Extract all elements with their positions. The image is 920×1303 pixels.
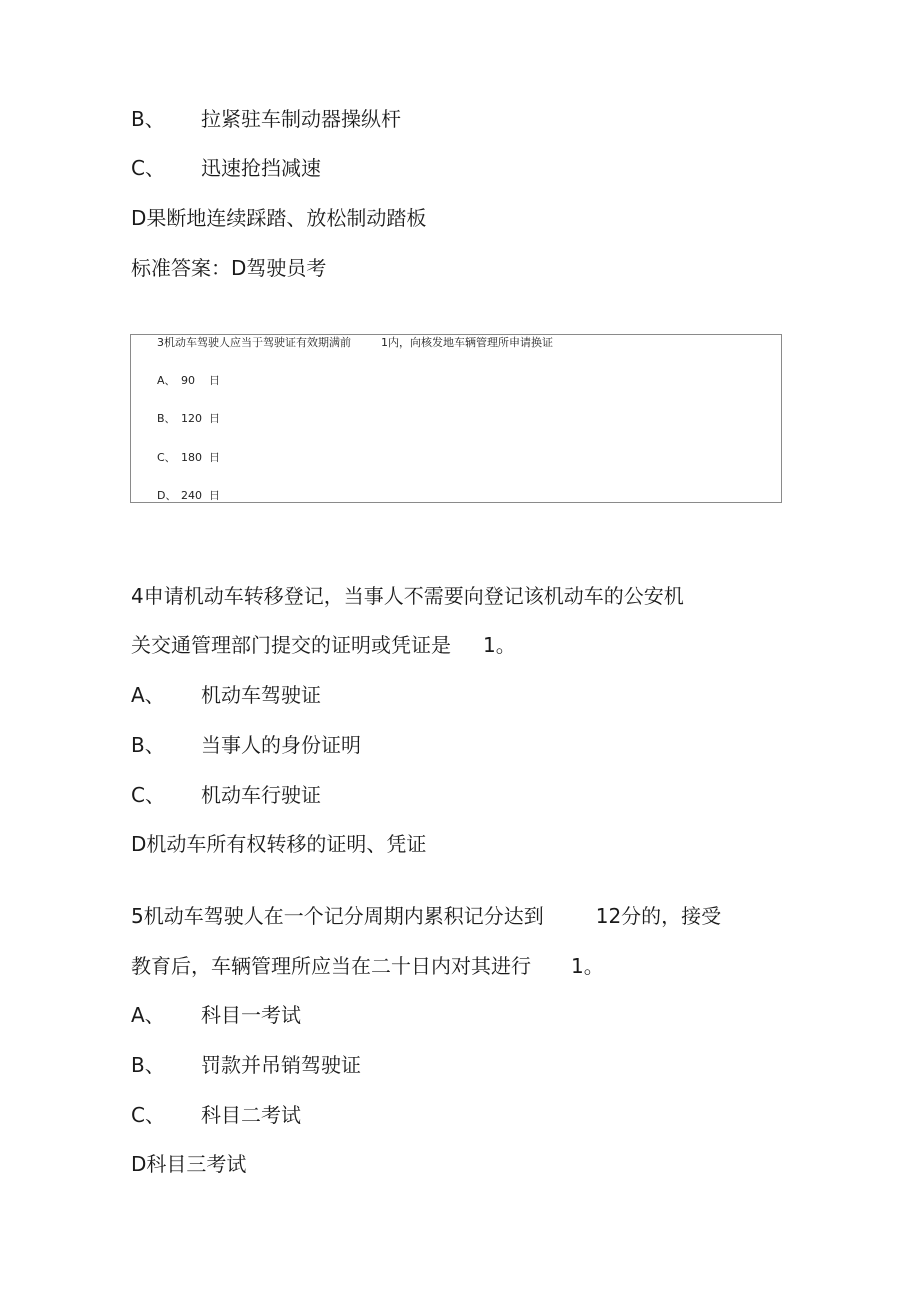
question-3-option-c [157, 451, 220, 465]
stem-part: 关交通管理部门提交的证明或凭证是 [131, 633, 451, 657]
question-5-option-a [131, 1002, 301, 1028]
question-3-option-b [157, 412, 220, 426]
prev-option-c [131, 155, 321, 181]
question-5-option-b [131, 1052, 361, 1078]
option-letter: C、 [157, 451, 176, 464]
question-3-box [130, 334, 782, 503]
question-3-option-a [157, 374, 220, 388]
question-5-stem-line2 [131, 953, 604, 979]
prev-answer: 标准答案：D驾驶员考 [131, 256, 327, 280]
option-letter: B、 [131, 1053, 165, 1077]
stem-part: 教育后，车辆管理所应当在二十日内对其进行 [131, 954, 531, 978]
option-text: 机动车驾驶证 [201, 683, 321, 707]
option-unit: 日 [209, 374, 220, 387]
option-letter: B、 [131, 733, 165, 757]
question-3-stem [157, 336, 553, 350]
question-5-stem-line1 [131, 903, 721, 929]
option-unit: 日 [209, 412, 220, 425]
option-value: 180 [181, 451, 202, 464]
option-letter: B、 [131, 107, 165, 131]
question-4-option-b [131, 732, 361, 758]
option-text: 科目二考试 [201, 1103, 301, 1127]
option-text: 拉紧驻车制动器操纵杆 [201, 107, 401, 131]
question-4-option-c [131, 782, 321, 808]
option-unit: 日 [209, 451, 220, 464]
option-text: 机动车行驶证 [201, 783, 321, 807]
stem-part: 1。 [571, 954, 604, 978]
option-text: 当事人的身份证明 [201, 733, 361, 757]
stem-part: 12分的，接受 [595, 904, 722, 928]
option-letter: C、 [131, 156, 165, 180]
prev-option-b [131, 106, 401, 132]
question-5-option-d: D科目三考试 [131, 1152, 247, 1176]
question-5-option-c [131, 1102, 301, 1128]
option-letter: C、 [131, 1103, 165, 1127]
option-text: 科目一考试 [201, 1003, 301, 1027]
option-value: 90 [181, 374, 195, 387]
question-4-stem-line1: 4申请机动车转移登记，当事人不需要向登记该机动车的公安机 [131, 584, 684, 608]
question-4-option-a [131, 682, 321, 708]
question-3-option-d [157, 489, 220, 503]
option-value: 120 [181, 412, 202, 425]
stem-part: 3机动车驾驶人应当于驾驶证有效期满前 [157, 336, 351, 349]
option-text: 迅速抢挡减速 [201, 156, 321, 180]
stem-part: 1。 [483, 633, 516, 657]
option-letter: A、 [157, 374, 176, 387]
question-4-stem-line2 [131, 632, 516, 658]
stem-part: 1内，向核发地车辆管理所申请换证 [381, 336, 553, 349]
option-unit: 日 [209, 489, 220, 502]
prev-option-d: D果断地连续踩踏、放松制动踏板 [131, 206, 427, 230]
option-letter: C、 [131, 783, 165, 807]
option-letter: A、 [131, 683, 165, 707]
option-letter: D、 [157, 489, 177, 502]
option-letter: A、 [131, 1003, 165, 1027]
option-text: 罚款并吊销驾驶证 [201, 1053, 361, 1077]
stem-part: 5机动车驾驶人在一个记分周期内累积记分达到 [131, 904, 544, 928]
question-4-option-d: D机动车所有权转移的证明、凭证 [131, 832, 427, 856]
option-letter: B、 [157, 412, 176, 425]
option-value: 240 [181, 489, 202, 502]
